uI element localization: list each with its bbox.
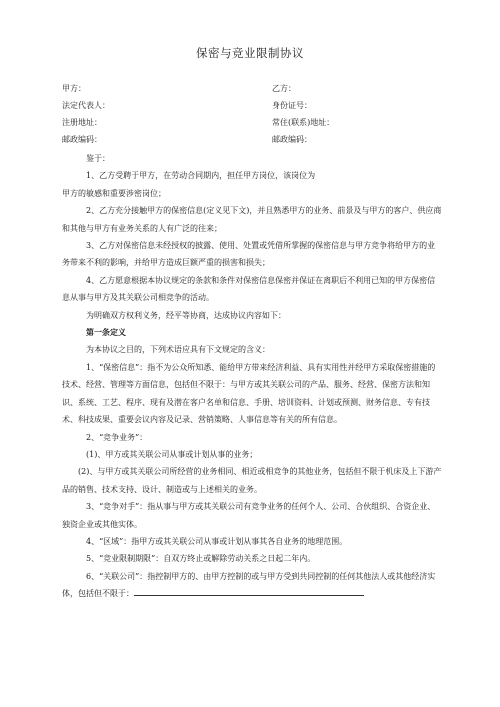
- recital-2: 2、乙方充分接触甲方的保密信息(定义见下文)，并且熟悉甲方的业务、前景及与甲方的客户、供应商和其他与甲方有业务关系的人有广泛的往来；: [62, 206, 442, 233]
- id-number-label: 身份证号：: [272, 101, 312, 110]
- legal-representative-label: 法定代表人：: [62, 101, 110, 110]
- definition-affiliate: [62, 568, 442, 603]
- definition-competitive-business-2: (2)、与甲方或其关联公司所经营的业务相同、相近或相竞争的其他业务，包括但不限于机床及上下游产品的销售、技术支持、设计、制造或与上述相关的业务。: [62, 467, 442, 494]
- recital-1-cont: 甲方的敏感和重要涉密岗位；: [62, 188, 166, 198]
- document-body: [62, 150, 442, 603]
- recital-intro: 鉴于：: [86, 154, 110, 163]
- fill-in-blank-line: [134, 587, 364, 596]
- definition-competitor: 3、“竞争对手”：指从事与甲方或其关联公司有竞争业务的任何个人、公司、合伙组织、合资企业、独资企业或其他实体。: [62, 502, 436, 529]
- definition-competitive-business: 2、“竞争业务”：: [86, 432, 148, 442]
- contact-address-label: 常住(联系)地址：: [272, 118, 335, 127]
- definition-restriction-period: 5、“竞业限制期限”：自双方终止或解除劳动关系之日起二年内。: [86, 554, 316, 564]
- party-b-label: 乙方：: [272, 84, 296, 93]
- definition-region: 4、“区域”：指甲方或其关联公司从事或计划从事其各自业务的地理范围。: [86, 536, 348, 546]
- definition-confidential-info: 1、“保密信息”：指不为公众所知悉、能给甲方带来经济利益、具有实用性并经甲方采取保密措施的技术、经营、管理等方面信息，包括但不限于：与甲方或其关联公司的产品、服务、经营、保密方法和知识、系统、工艺、程序、现有及潜在客户名单和信息、手册、培训资料、计划或预测、财务信息、专有技术、科技成果、重要会议内容及记录、营销策略、人事信息等有关的所有信息。: [62, 362, 436, 425]
- party-a-label: 甲方：: [62, 84, 86, 93]
- definition-competitive-business-1: (1)、甲方或其关联公司从事或计划从事的业务；: [86, 449, 258, 459]
- agreement-intro: 为明确双方权利义务，经平等协商，达成协议内容如下：: [86, 310, 286, 320]
- registered-address-label: 注册地址：: [62, 118, 102, 127]
- article-1-heading: 第一条定义: [86, 327, 126, 338]
- recital-1: 1、乙方受聘于甲方，在劳动合同期内，担任甲方岗位，该岗位为: [86, 171, 316, 181]
- document-title: 保密与竞业限制协议: [196, 46, 304, 60]
- recital-4: 4、乙方愿意根据本协议规定的条款和条件对保密信息保密并保证在离职后不利用已知的甲方保密信息从事与甲方及其关联公司相竞争的活动。: [62, 275, 436, 303]
- party-b-postcode-label: 邮政编码：: [272, 135, 312, 144]
- definition-affiliate-text: 6、“关联公司”：指控制甲方的、由甲方控制的或与甲方受到共同控制的任何其他法人或其他经济实体，包括但不限于：: [62, 571, 436, 599]
- definitions-intro: 为本协议之目的，下列术语应具有下文规定的含义：: [86, 345, 270, 355]
- recital-3: 3、乙方对保密信息未经授权的披露、使用、处置或凭借所掌握的保密信息与甲方竞争将给甲方的业务带来不利的影响，并给甲方造成巨额严重的损害和损失；: [62, 241, 436, 268]
- party-a-postcode-label: 邮政编码：: [62, 135, 102, 144]
